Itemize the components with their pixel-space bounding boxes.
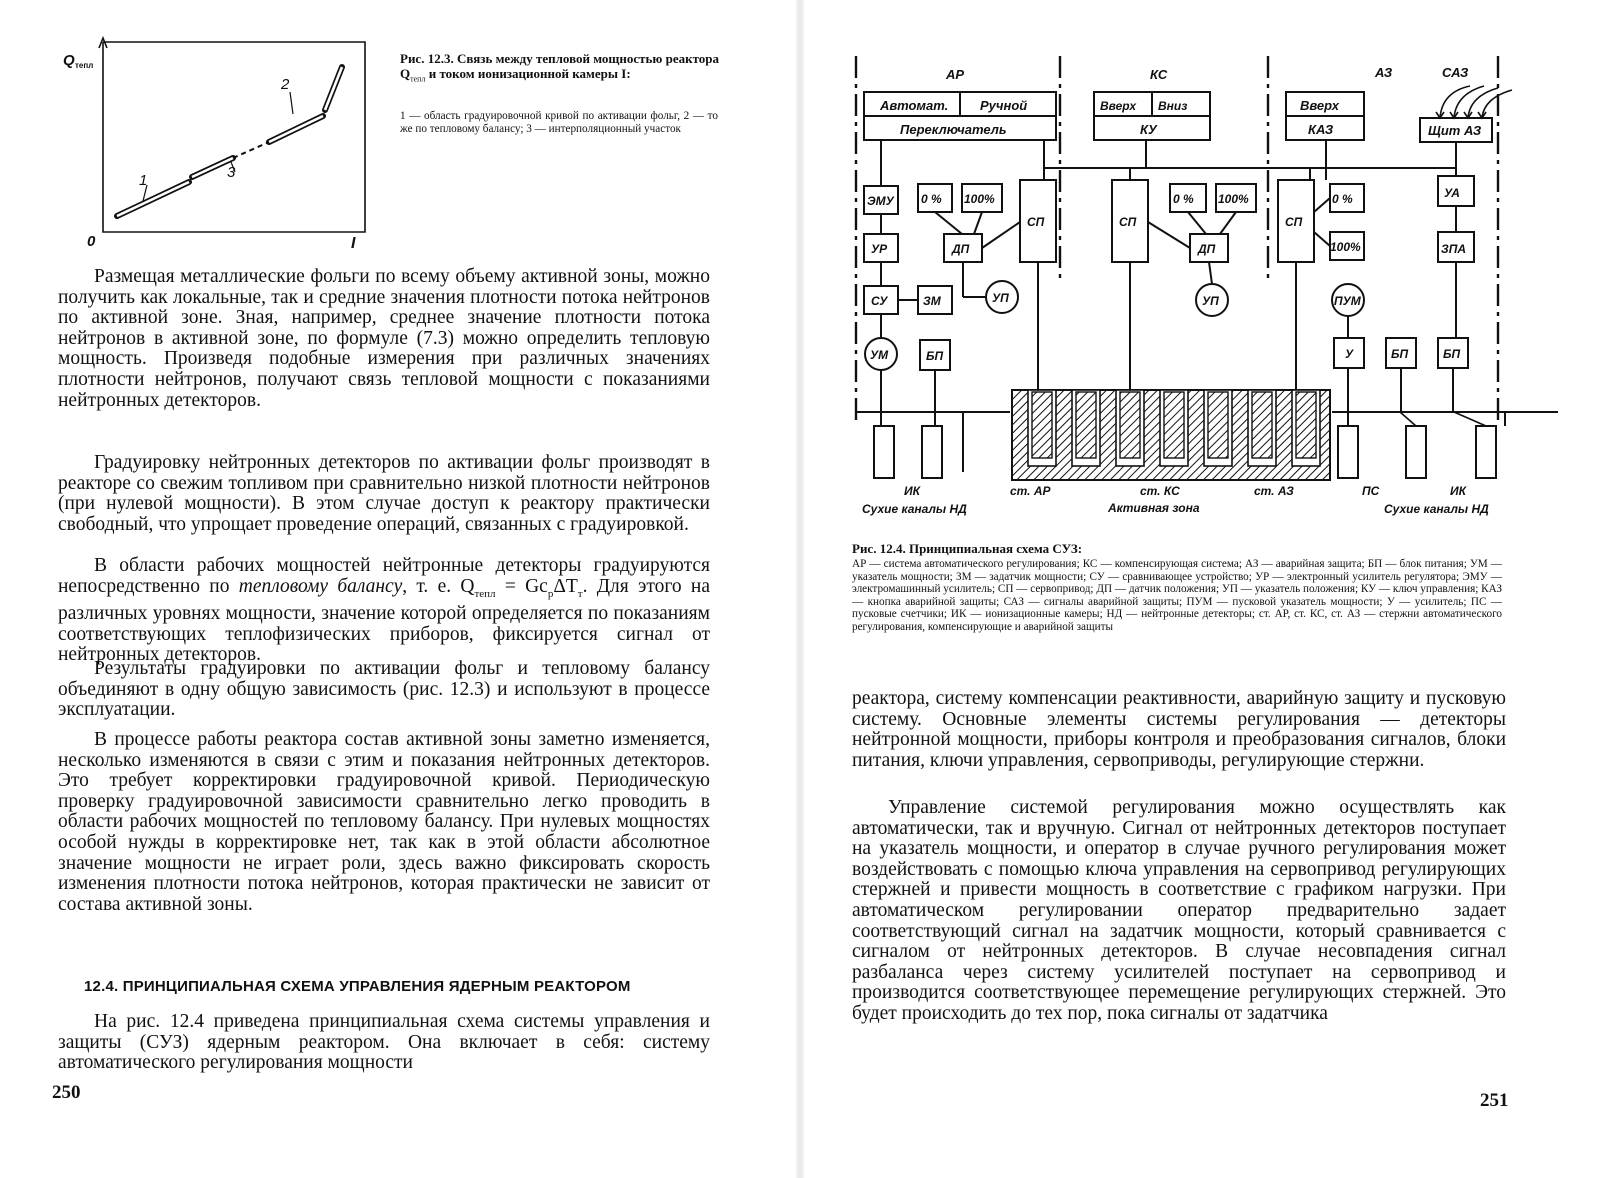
zm-block: ЗМ [923,294,941,308]
p100-block-az: 100% [1330,240,1361,254]
page-number-right: 251 [1480,1090,1509,1111]
sp-block-ar: СП [1027,215,1045,229]
y-axis-label: Q [63,52,75,69]
curve-label-2: 2 [281,76,290,93]
dp-block-ar: ДП [952,242,970,256]
sp-block-ks: СП [1119,215,1137,229]
ik-label-left: ИК [904,484,921,498]
para3-emphasis: тепловому балансу [238,575,403,597]
ks-up: Вверх [1100,99,1136,113]
p0-block-ks: 0 % [1173,192,1194,206]
ks-ku: КУ [1140,122,1157,137]
paragraph-5: В процессе работы реактора состав активной зоны заметно изменяется, несколько изменяются в связи с этим и показания нейтронных детекторов. Это требует корректировки градуировочной кривой. Периодическую проверку градуировочной зависимости сравнительно легко проводить в области рабочих мощностей по тепловому балансу. При нулевых мощностях особой нужды в корректировке нет, так как в этой области абсолютное значение мощности не играет роли, здесь важно фиксировать скорость изменения плотности потока нейтронов, которая практически не зависит от состава активной зоны. [58,729,710,915]
figure-12-4-caption-body: АР — система автоматического регулирования; КС — компенсирующая система; АЗ — аварийная защита; БП — блок питания; УМ — указатель мощности; ЗМ — задатчик мощности; СУ — сравнивающее устройство; УР — электронный усилитель регулятора; ЭМУ — электромашинный усилитель; СП — сервопривод; ДП — датчик положения; УП — указатель положения; КУ — ключ управления; КАЗ — кнопка аварийной защиты; САЗ — сигналы аварийной защиты; ПУМ — пусковой указатель мощности; У — усилитель; ПС — пусковые счетчики; ИК — ионизационные камеры; НД — нейтронные детекторы; ст. АР, ст. КС, ст. АЗ — стержни автоматического регулирования, компенсирующие и аварийной защиты [852,558,1502,633]
label-saz: САЗ [1442,65,1469,80]
up-gauge-ar: УП [992,291,1009,305]
active-zone [1012,390,1330,480]
bp-block-az-2: БП [1443,347,1461,361]
dry-channels-right: Сухие каналы НД [1384,502,1489,516]
um-gauge: УМ [870,348,889,362]
az-up: Вверх [1300,98,1339,113]
paragraph-4: Результаты градуировки по активации фольг и тепловому балансу объединяют в одну общую зависимость (рис. 12.3) и используют в процессе эксплуатации. [58,658,710,721]
sp-block-az: СП [1285,215,1303,229]
curve-label-3: 3 [227,164,236,181]
label-ks: КС [1150,67,1168,82]
paragraph-6: На рис. 12.4 приведена принципиальная схема системы управления и защиты (СУЗ) ядерным реактором. Она включает в себя: систему автоматического регулирования мощности [58,1011,710,1074]
ar-manual: Ручной [980,98,1028,113]
paragraph-right-1: реактора, систему компенсации реактивности, аварийную защиту и пусковую систему. Основные элементы системы регулирования — детекторы нейтронной мощности, приборы контроля и преобразования сигналов, блоки питания, ключи управления, сервоприводы, регулирующие стержни. [852,688,1506,771]
st-az-label: ст. АЗ [1254,484,1294,498]
zpa-block: ЗПА [1441,242,1467,256]
active-zone-label: Активная зона [1108,501,1200,515]
ks-down: Вниз [1158,99,1188,113]
label-az: АЗ [1375,65,1393,80]
x-axis-label: I [351,235,356,252]
paragraph-3: В области рабочих мощностей нейтронные детекторы градуируются непосредственно по тепловому балансу, т. е. $Q_{тепл} = Gc_p\Delta T_т$. Для этого на различных уровнях мощности, значение которой определяется по показаниям соответствующих теплофизических приборов, фиксируется сигнал от нейтронных детекторов. [58,555,711,666]
su-block: СУ [871,294,888,308]
origin-label: 0 [87,233,96,250]
y-axis-sub: тепл [75,61,94,70]
caption-title-sub: тепл [410,74,426,84]
bp-block-az-1: БП [1391,347,1409,361]
figure-12-4-caption-title: Рис. 12.4. Принципиальная схема СУЗ: [852,541,1083,556]
az-shield: Щит АЗ [1428,123,1482,138]
p100-block-ar: 100% [964,192,995,206]
az-kaz: КАЗ [1308,122,1334,137]
figure-12-3 [55,30,385,255]
section-heading: 12.4. ПРИНЦИПИАЛЬНАЯ СХЕМА УПРАВЛЕНИЯ ЯДЕРНЫМ РЕАКТОРОМ [84,978,631,995]
st-ar-label: ст. АР [1010,484,1051,498]
ua-block: УА [1444,186,1460,200]
caption-title-end: и током ионизационной камеры I: [428,65,631,81]
caption-title: Рис. 12.3. Связь между тепловой мощностью реактора Q [400,51,720,81]
st-ks-label: ст. КС [1140,484,1180,498]
ar-switch: Переключатель [900,122,1007,137]
paragraph-1: Размещая металлические фольги по всему объему активной зоны, можно получить как локальные, так и средние значения плотности потока нейтронов по активной зоне. Зная, например, среднее значение плотности потока нейтронов в активной зоне, по формуле (7.3) можно определить тепловую мощность. Произведя подобные измерения при различных значениях плотности нейтронов, получают связь тепловой мощности с показаниями нейтронных детекторов. [58,266,710,411]
emu-block: ЭМУ [867,194,894,208]
page-number-left: 250 [52,1082,81,1103]
ps-label: ПС [1362,484,1380,498]
paragraph-right-2: Управление системой регулирования можно осуществлять как автоматически, так и вручную. Сигнал от нейтронных детекторов поступает на указатель мощности, и оператор в случае ручного регулирования может воздействовать с помощью ключа управления на сервопривод регулирующих стержней и привести мощность в соответствие с графиком нагрузки. При автоматическом регулировании оператор предварительно задает соответствующий сигнал на задатчик мощности, который сравнивается с сигналом от нейтронных детекторов. В случае несовпадения сигнал разбаланса через систему усилителей поступает на сервопривод и производится соответствующее перемещение регулирующих стержней. Это будет происходить до тех пор, пока сигналы от задатчика [852,797,1506,1024]
paragraph-2: Градуировку нейтронных детекторов по активации фольг производят в реакторе со свежим топливом при сравнительно низкой плотности нейтронов (при нулевой мощности). В этом случае доступ к реактору практически свободный, что упрощает проведение операций, связанных с градуировкой. [58,452,710,535]
figure-12-3-caption [400,52,720,87]
ar-auto: Автомат. [880,98,949,113]
u-block: У [1345,347,1354,361]
up-gauge-ks: УП [1202,294,1219,308]
bp-block-ar: БП [926,349,944,363]
ur-block: УР [871,242,888,256]
p100-block-ks: 100% [1218,192,1249,206]
ik-label-right: ИК [1450,484,1467,498]
dry-channels-left: Сухие каналы НД [862,502,967,516]
pum-gauge: ПУМ [1334,294,1361,308]
figure-12-3-caption-body: 1 — область градуировочной кривой по активации фольг, 2 — то же по тепловому балансу; 3 — интерполяционный участок [400,110,718,135]
p0-block-az: 0 % [1332,192,1353,206]
label-ar: АР [946,67,965,82]
figure-12-4-diagram [850,52,1570,522]
curve-label-1: 1 [139,172,148,189]
page-251 [800,0,1600,1178]
dp-block-ks: ДП [1198,242,1216,256]
p0-block-ar: 0 % [921,192,942,206]
